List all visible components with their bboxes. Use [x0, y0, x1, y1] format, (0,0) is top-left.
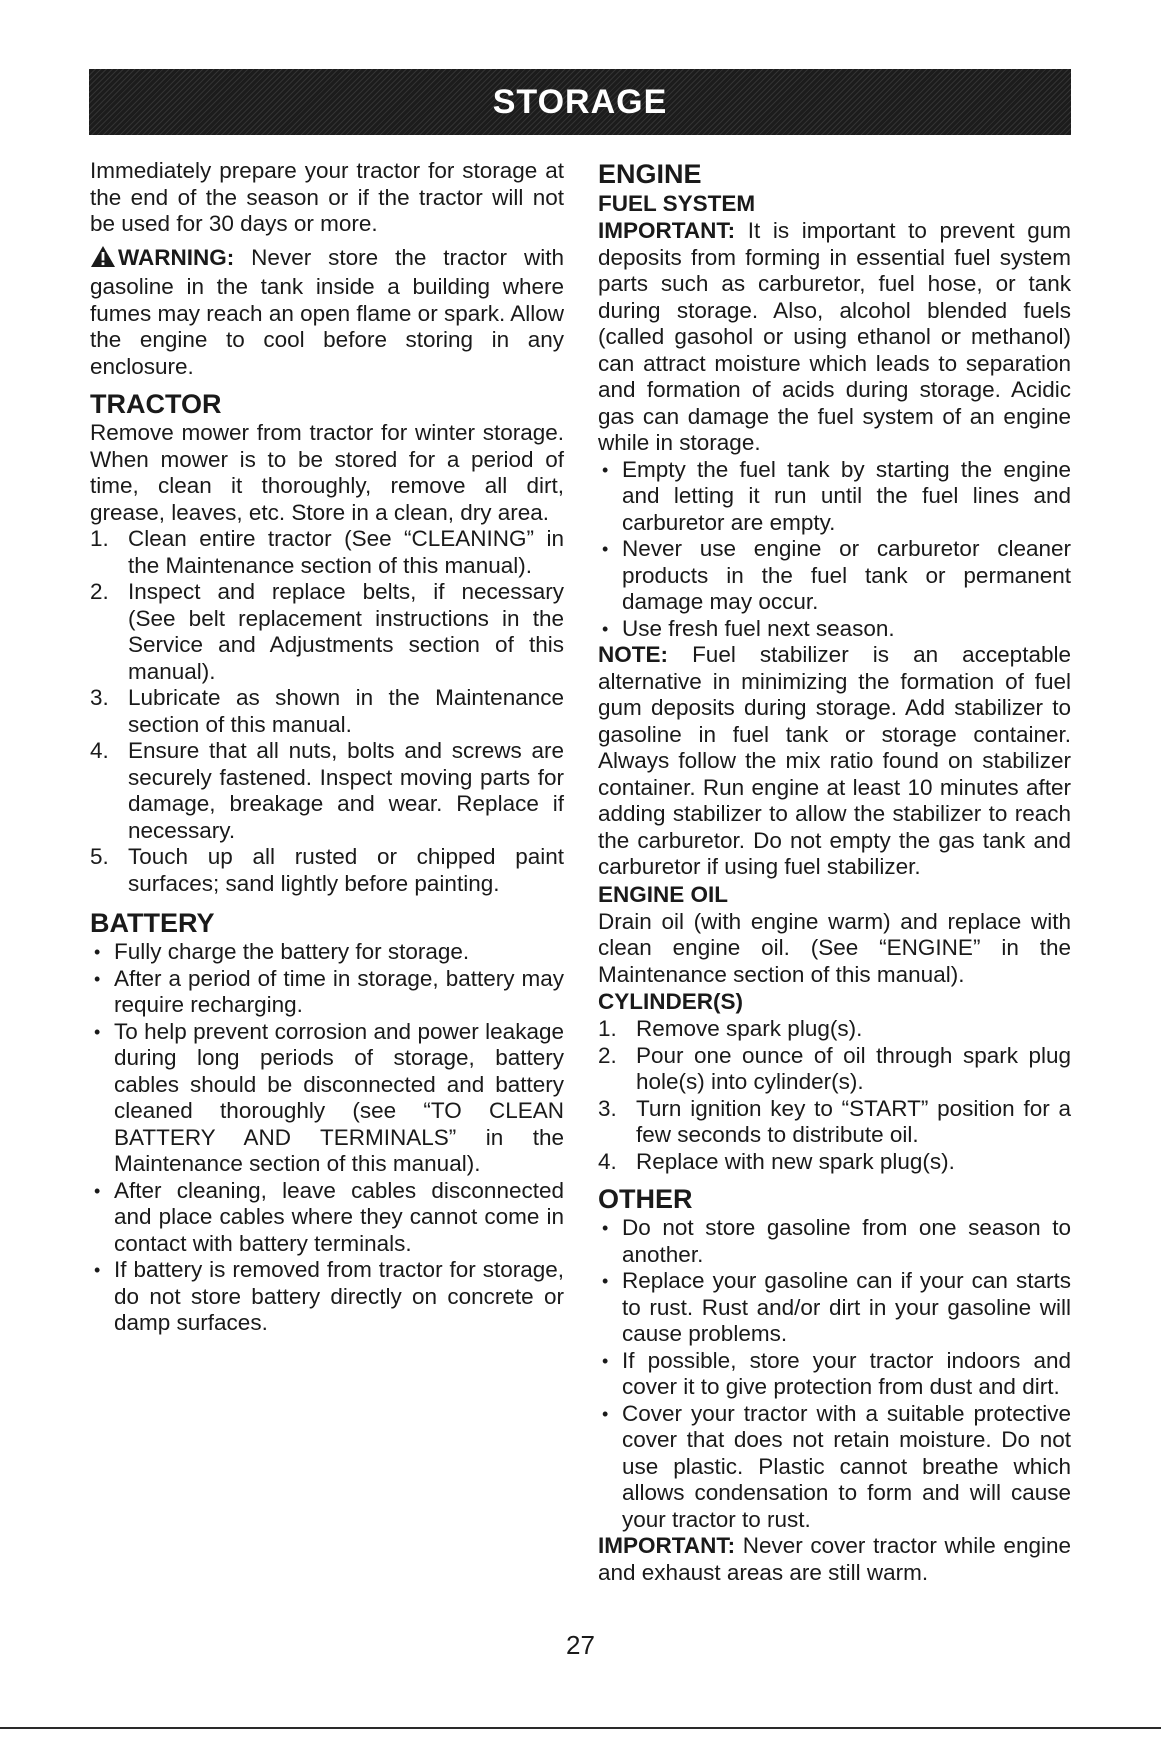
warning-triangle-icon	[90, 245, 116, 275]
list-item: 4. Ensure that all nuts, bolts and screws are securely fastened. Inspect moving parts for damage, breakage and wear. Replace if necessary.	[90, 738, 564, 843]
list-item: 1. Remove spark plug(s).	[598, 1016, 863, 1041]
list-item: • If battery is removed from tractor for storage, do not store battery directly on concrete or damp surfaces.	[94, 1257, 564, 1335]
right-column	[598, 158, 1071, 1586]
note-label: NOTE:	[598, 642, 668, 667]
list-item: • Empty the fuel tank by starting the engine and letting it run until the fuel lines and carburetor are empty.	[602, 456, 1071, 535]
list-item: 5. Touch up all rusted or chipped paint surfaces; sand lightly before painting.	[90, 844, 564, 896]
other-bullets	[598, 1215, 1071, 1533]
tractor-steps	[90, 526, 564, 897]
list-item: • Fully charge the battery for storage.	[94, 939, 470, 964]
list-item: • Replace your gasoline can if your can starts to rust. Rust and/or dirt in your gasoline will cause problems.	[602, 1268, 1071, 1346]
engine-oil-heading: ENGINE OIL	[598, 881, 729, 907]
tractor-paragraph: Remove mower from tractor for winter storage. When mower is to be stored for a period of time, clean it thoroughly, remove all dirt, grease, leaves, etc. Store in a clean, dry area.	[90, 420, 564, 525]
left-column	[90, 158, 564, 1337]
tractor-heading: TRACTOR	[90, 389, 222, 419]
note-paragraph: NOTE: Fuel stabilizer is an acceptable alternative in minimizing the formation of fuel gum deposits during storage. Add stabilizer to gasoline in fuel tank or storage container. Always follow the mix ratio found on stabilizer container. Run engine at least 10 minutes after adding stabilizer to allow the stabilizer to reach the carburetor. Do not empty the gas tank and carburetor if using fuel stabilizer.	[598, 642, 1071, 879]
list-item: • After cleaning, leave cables disconnected and place cables where they cannot come in contact with battery terminals.	[94, 1177, 564, 1256]
list-item: 2. Inspect and replace belts, if necessary (See belt replacement instructions in the Service and Adjustments section of this manual).	[90, 579, 564, 684]
list-item: 2. Pour one ounce of oil through spark plug hole(s) into cylinder(s).	[598, 1042, 1071, 1094]
important-label: IMPORTANT:	[598, 218, 736, 243]
list-item: • Cover your tractor with a suitable protective cover that does not retain moisture. Do not use plastic. Plastic cannot breathe which allows condensation to form and will cause your tractor to rust.	[602, 1400, 1071, 1532]
warning-label: WARNING:	[118, 244, 235, 270]
page-number: 27	[566, 1630, 595, 1660]
list-item: • After a period of time in storage, battery may require recharging.	[94, 965, 564, 1017]
list-item: • To help prevent corrosion and power leakage during long periods of storage, battery cables should be disconnected and battery cleaned thoroughly (see “TO CLEAN BATTERY AND TERMINALS” in the Maintenance section of this manual).	[94, 1018, 564, 1176]
cylinders-heading: CYLINDER(S)	[598, 989, 743, 1014]
other-important-paragraph: IMPORTANT: Never cover tractor while engine and exhaust areas are still warm.	[598, 1533, 1071, 1585]
cylinders-steps	[598, 1016, 1071, 1175]
list-item: 4. Replace with new spark plug(s).	[598, 1148, 955, 1174]
list-item: • If possible, store your tractor indoors and cover it to give protection from dust and dirt.	[602, 1347, 1071, 1399]
section-banner	[89, 69, 1071, 135]
fuel-system-heading: FUEL SYSTEM	[598, 191, 756, 216]
list-item: 3. Lubricate as shown in the Maintenance section of this manual.	[90, 685, 564, 737]
page-bottom-rule	[0, 1727, 1161, 1729]
warning-text: Never store the tractor with gasoline in the tank inside a building where fumes may reach an open flame or spark. Allow the engine to cool before storing in any enclosure.	[90, 244, 564, 379]
other-heading: OTHER	[598, 1184, 693, 1214]
fuel-important-paragraph: IMPORTANT: It is important to prevent gum deposits from forming in essential fuel system parts such as carburetor, fuel hose, or tank during storage. Also, alcohol blended fuels (called gasohol or using ethanol or methanol) can attract moisture which leads to separation and formation of acids during storage. Acidic gas can damage the fuel system of an engine while in storage.	[598, 218, 1071, 455]
engine-oil-paragraph: Drain oil (with engine warm) and replace with clean engine oil. (See “ENGINE” in the Maintenance section of this manual).	[598, 908, 1071, 987]
engine-heading: ENGINE	[598, 159, 702, 189]
list-item: • Do not store gasoline from one season to another.	[602, 1215, 1071, 1267]
list-item: 1. Clean entire tractor (See “CLEANING” in the Maintenance section of this manual).	[90, 526, 564, 578]
important-label: IMPORTANT:	[598, 1533, 736, 1558]
warning-paragraph	[90, 245, 564, 381]
fuel-bullets	[598, 457, 1071, 643]
section-title: STORAGE	[492, 82, 668, 121]
list-item: • Use fresh fuel next season.	[602, 615, 895, 641]
list-item: 3. Turn ignition key to “START” position for a few seconds to distribute oil.	[598, 1095, 1071, 1147]
battery-bullets	[90, 939, 564, 1337]
intro-paragraph: Immediately prepare your tractor for storage at the end of the season or if the tractor will not be used for 30 days or more.	[90, 158, 564, 236]
list-item: • Never use engine or carburetor cleaner products in the fuel tank or permanent damage may occur.	[602, 536, 1071, 614]
battery-heading: BATTERY	[90, 908, 215, 938]
